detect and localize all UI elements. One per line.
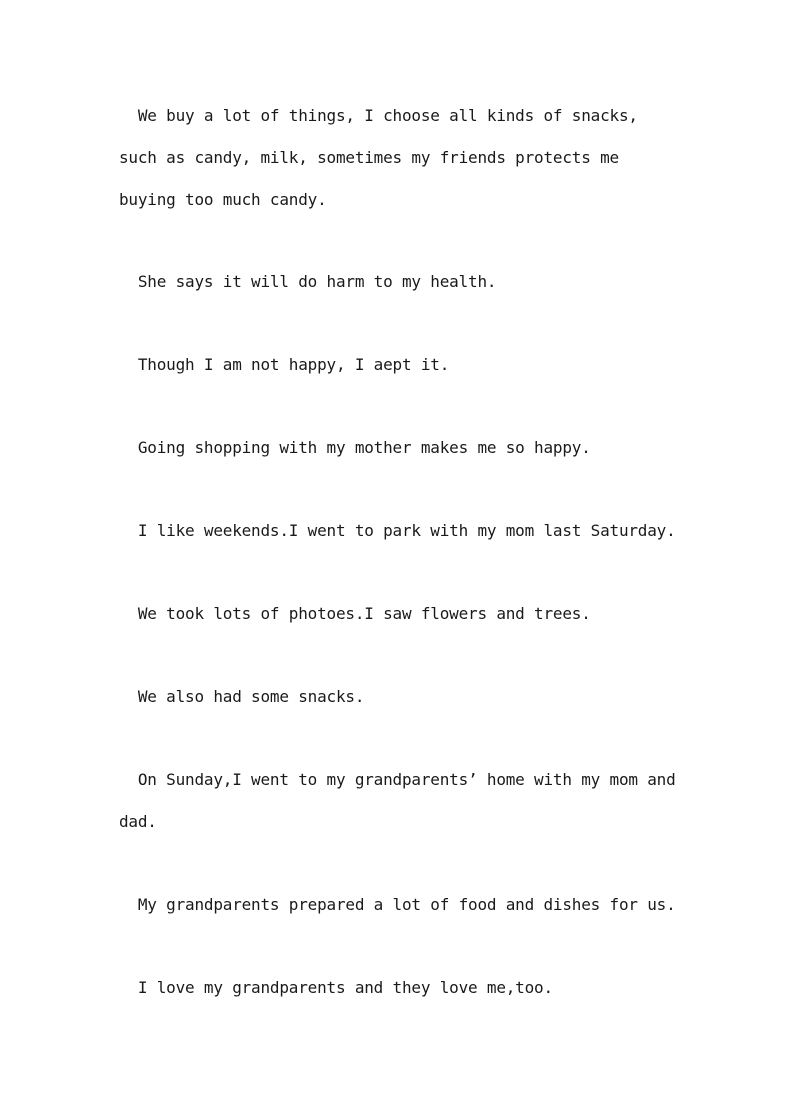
paragraph-love [119,978,679,1035]
text-line: She says it will do harm to my health. [119,272,497,291]
paragraph-weekends [119,521,679,578]
text-line: dad. [119,812,157,831]
text-line: On Sunday,I went to my grandparents’ home with my mom and [119,770,676,789]
text-line: buying too much candy. [119,190,327,209]
paragraph-shopping [119,106,679,209]
text-line: We also had some snacks. [119,687,365,706]
text-line: such as candy, milk, sometimes my friends protects me [119,148,619,167]
paragraph-grandparents-food [119,895,679,952]
paragraph-sunday [119,770,679,846]
paragraph-snacks [119,687,679,744]
text-line: We buy a lot of things, I choose all kinds of snacks, [119,106,638,125]
paragraph-photos [119,604,679,661]
text-line: Though I am not happy, I aept it. [119,355,450,374]
paragraph-going-shopping [119,438,679,495]
paragraph-health [119,272,679,329]
paragraph-accept [119,355,679,412]
text-line: I love my grandparents and they love me,too. [119,978,553,997]
text-line: Going shopping with my mother makes me so happy. [119,438,591,457]
text-line: We took lots of photoes.I saw flowers and trees. [119,604,591,623]
text-line: I like weekends.I went to park with my mom last Saturday. [119,521,676,540]
text-line: My grandparents prepared a lot of food and dishes for us. [119,895,676,914]
